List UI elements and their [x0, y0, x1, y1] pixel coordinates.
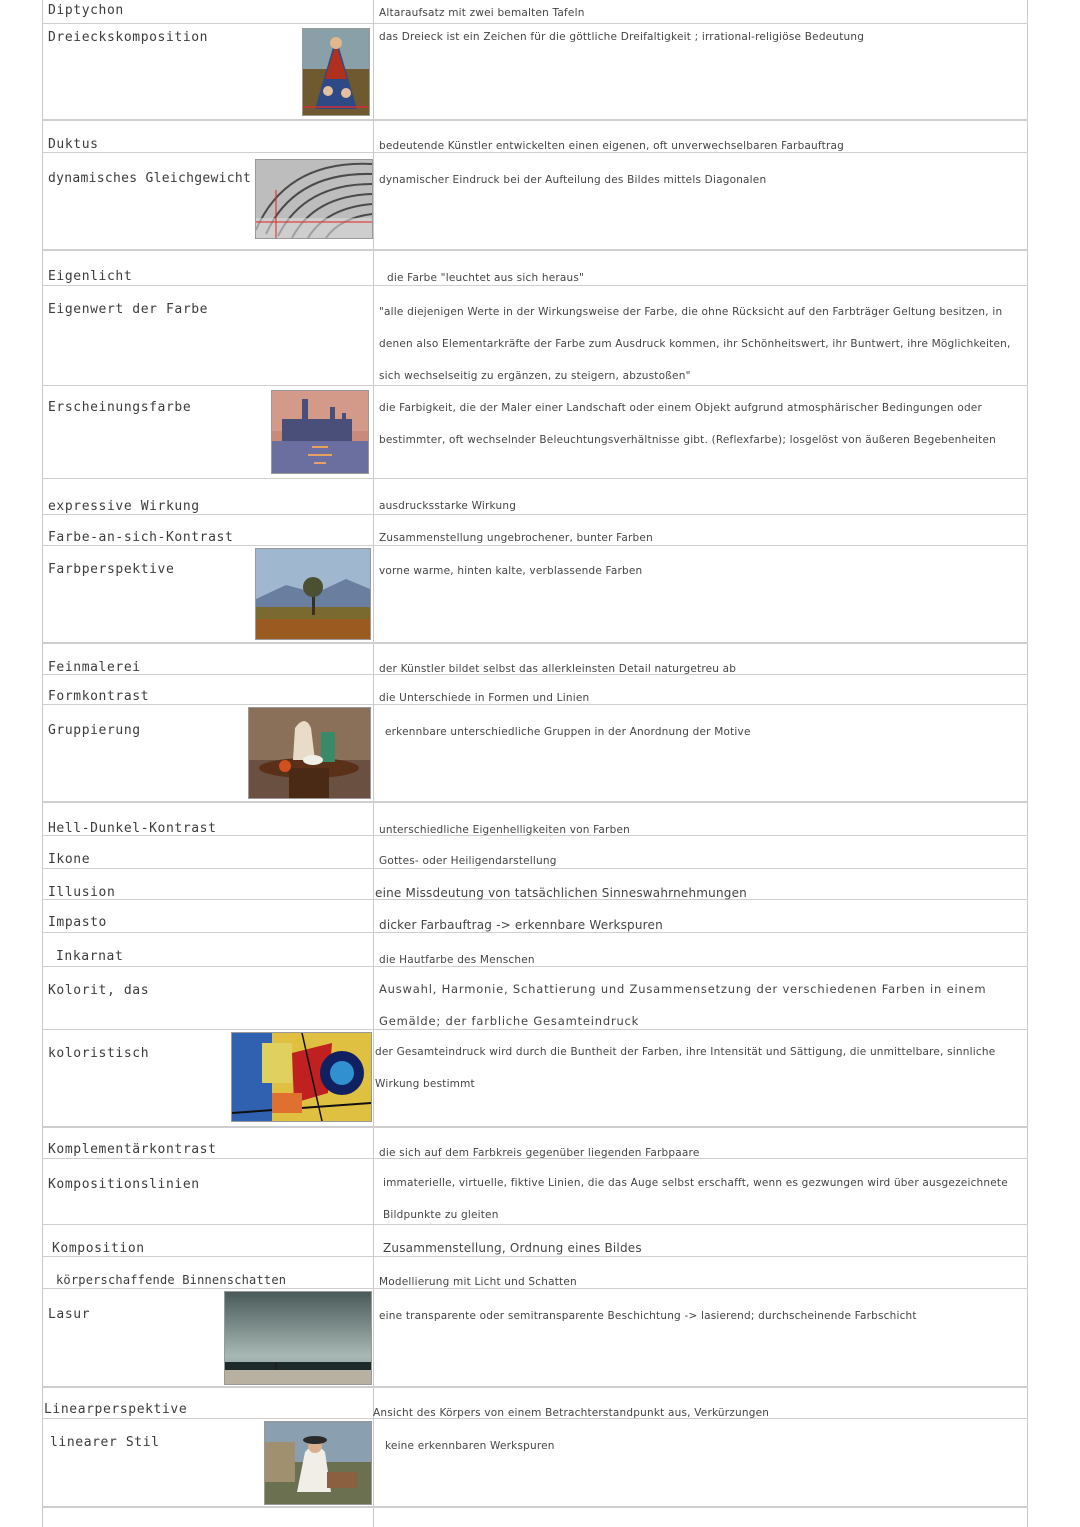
term-label: expressive Wirkung — [48, 499, 200, 514]
definition-text: die Farbigkeit, die der Maler einer Landschaft oder einem Objekt aufgrund atmosphärischer Bedingungen oder bestimmter, oft wechselnder Beleuchtungsverhältnisse gibt. (Reflexfarbe); losgelöst von äußeren Begebenheiten — [379, 402, 996, 446]
table-row — [42, 836, 1028, 869]
table-row — [42, 705, 1028, 802]
table-row — [42, 1419, 1028, 1507]
table-row — [42, 1387, 1028, 1419]
term-label: Duktus — [48, 137, 99, 152]
term-label: Kompositionslinien — [48, 1177, 200, 1192]
definition-text: eine transparente oder semitransparente Beschichtung -> lasierend; durchscheinende Farbschicht — [379, 1310, 917, 1322]
table-row — [42, 120, 1028, 153]
table-row — [42, 479, 1028, 515]
definition-text: Ansicht des Körpers von einem Betrachterstandpunkt aus, Verkürzungen — [373, 1407, 770, 1419]
definition-text: Zusammenstellung ungebrochener, bunter Farben — [379, 532, 653, 544]
term-label: Erscheinungsfarbe — [48, 400, 192, 415]
term-label: Gruppierung — [48, 723, 141, 738]
definition-text: Zusammenstellung, Ordnung eines Bildes — [383, 1241, 642, 1255]
table-row — [42, 643, 1028, 675]
term-label: Diptychon — [48, 3, 124, 18]
table-row — [42, 1030, 1028, 1127]
term-label: koloristisch — [48, 1046, 150, 1061]
table-row — [42, 0, 1028, 24]
table-bottom-line — [42, 1507, 1028, 1508]
table-row — [42, 153, 1028, 250]
definition-text: immaterielle, virtuelle, fiktive Linien, die das Auge selbst erschafft, wenn es gezwungen wird über ausgezeichnete Bildpunkte zu gleiten — [383, 1177, 1008, 1221]
table-row — [42, 967, 1028, 1030]
definition-text: keine erkennbaren Werkspuren — [385, 1440, 555, 1452]
term-label: Eigenwert der Farbe — [48, 302, 209, 317]
table-row — [42, 675, 1028, 705]
definition-text: die Hautfarbe des Menschen — [379, 954, 535, 966]
definition-text: vorne warme, hinten kalte, verblassende Farben — [379, 565, 643, 577]
table-row — [42, 24, 1028, 120]
landscape-tree-painting-image — [255, 548, 371, 640]
table-row — [42, 1257, 1028, 1289]
table-row — [42, 1225, 1028, 1257]
term-label: Komplementärkontrast — [48, 1142, 217, 1157]
term-label: Eigenlicht — [48, 269, 133, 284]
term-label: Illusion — [48, 885, 116, 900]
definition-text: die Farbe "leuchtet aus sich heraus" — [387, 272, 585, 284]
parliament-sunset-painting-image — [271, 390, 369, 474]
term-label: dynamisches Gleichgewicht — [48, 171, 252, 186]
table-row — [42, 546, 1028, 643]
definition-text: Auswahl, Harmonie, Schattierung und Zusammensetzung der verschiedenen Farben in einem Gemälde; der farbliche Gesamteindruck — [379, 982, 987, 1028]
definition-text: die sich auf dem Farbkreis gegenüber liegenden Farbpaare — [379, 1147, 700, 1159]
definition-text: ausdrucksstarke Wirkung — [379, 500, 517, 512]
term-label: Impasto — [48, 915, 107, 930]
still-life-painting-image — [248, 707, 371, 799]
goethe-portrait-painting-image — [264, 1421, 372, 1505]
definition-text: bedeutende Künstler entwickelten einen eigenen, oft unverwechselbaren Farbauftrag — [379, 140, 844, 152]
table-row — [42, 286, 1028, 386]
definition-text: der Künstler bildet selbst das allerkleinsten Detail naturgetreu ab — [379, 663, 737, 675]
definition-text: der Gesamteindruck wird durch die Buntheit der Farben, ihre Intensität und Sättigung, die unmittelbare, sinnliche Wirkung bestimmt — [375, 1046, 996, 1090]
term-label: Kolorit, das — [48, 983, 150, 998]
table-row — [42, 869, 1028, 900]
tunnel-arches-photo-image — [255, 159, 373, 239]
table-row — [42, 1289, 1028, 1387]
definition-text: Altaraufsatz mit zwei bemalten Tafeln — [379, 7, 585, 19]
term-label: Farbe-an-sich-Kontrast — [48, 530, 234, 545]
definition-text: erkennbare unterschiedliche Gruppen in der Anordnung der Motive — [385, 726, 751, 738]
monk-by-sea-painting-image — [224, 1291, 372, 1385]
table-row — [42, 933, 1028, 967]
table-row — [42, 1127, 1028, 1159]
definition-text: "alle diejenigen Werte in der Wirkungsweise der Farbe, die ohne Rücksicht auf den Farbträger Geltung besitzen, in denen also Elementarkräfte der Farbe zum Ausdruck kommen, ihr Schönheitswert, ihr Buntwert, ihre Möglichkeiten, sich wechselseitig zu ergänzen, zu steigern, abzustoßen" — [379, 306, 1011, 382]
madonna-painting-image — [302, 28, 370, 116]
term-label: Feinmalerei — [48, 660, 141, 675]
table-row — [42, 900, 1028, 933]
table-row — [42, 802, 1028, 836]
definition-text: dynamischer Eindruck bei der Aufteilung des Bildes mittels Diagonalen — [379, 174, 767, 186]
table-row — [42, 1159, 1028, 1225]
definition-text: Modellierung mit Licht und Schatten — [379, 1276, 577, 1288]
term-label: Dreieckskomposition — [48, 30, 209, 45]
term-label: Komposition — [52, 1241, 145, 1256]
term-label: Hell-Dunkel-Kontrast — [48, 821, 217, 836]
term-label: Ikone — [48, 852, 91, 867]
table-row — [42, 515, 1028, 546]
abstract-colorful-painting-image — [231, 1032, 372, 1122]
table-row — [42, 386, 1028, 479]
definition-text: eine Missdeutung von tatsächlichen Sinneswahrnehmungen — [375, 886, 747, 900]
table-row — [42, 250, 1028, 286]
definition-text: dicker Farbauftrag -> erkennbare Werkspuren — [379, 918, 663, 932]
definition-text: die Unterschiede in Formen und Linien — [379, 692, 590, 704]
definition-text: das Dreieck ist ein Zeichen für die göttliche Dreifaltigkeit ; irrational-religiöse Bedeutung — [379, 31, 865, 43]
term-label: Formkontrast — [48, 689, 150, 704]
term-label: Lasur — [48, 1307, 91, 1322]
term-label: linearer Stil — [50, 1435, 160, 1450]
definition-text: unterschiedliche Eigenhelligkeiten von Farben — [379, 824, 630, 836]
term-label: körperschaffende Binnenschatten — [56, 1273, 287, 1287]
term-label: Linearperspektive — [44, 1402, 188, 1417]
term-label: Farbperspektive — [48, 562, 175, 577]
term-label: Inkarnat — [56, 949, 124, 964]
definition-text: Gottes- oder Heiligendarstellung — [379, 855, 557, 867]
